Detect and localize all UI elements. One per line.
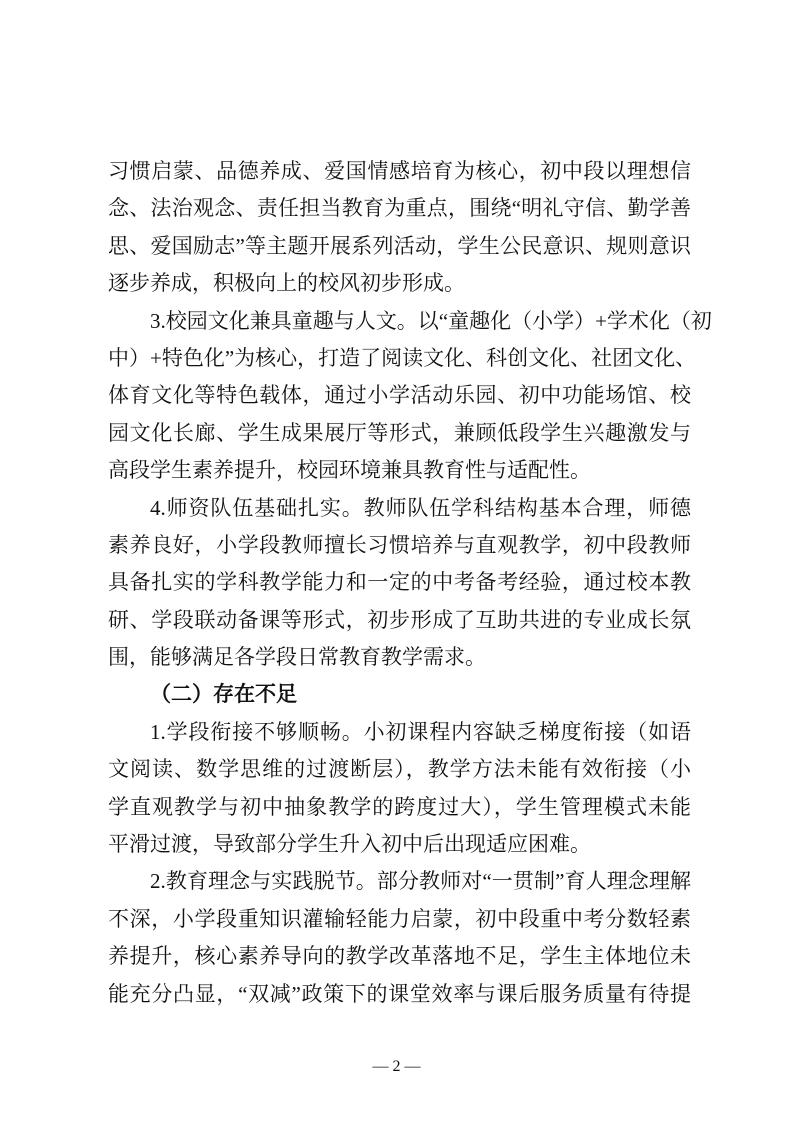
- text-line: 高段学生素养提升，校园环境兼具教育性与适配性。: [108, 458, 591, 483]
- text-line: 研、学段联动备课等形式，初步形成了互助共进的专业成长氛: [108, 607, 691, 632]
- text-line: 素养良好，小学段教师擅长习惯培养与直观教学，初中段教师: [108, 532, 691, 557]
- text-line: 逐步养成，积极向上的校风初步形成。: [108, 271, 465, 296]
- text-line: 具备扎实的学科教学能力和一定的中考备考经验，通过校本教: [108, 570, 691, 595]
- text-line: 能充分凸显，“双减”政策下的课堂效率与课后服务质量有待提: [108, 981, 691, 1006]
- text-line: 不深，小学段重知识灌输轻能力启蒙，初中段重中考分数轻素: [108, 906, 691, 931]
- paragraph-stage-transition: [108, 714, 691, 864]
- document-body: [108, 153, 712, 1013]
- paragraph-campus-culture: [108, 303, 712, 490]
- text-line: 文阅读、数学思维的过渡断层），教学方法未能有效衔接（小: [108, 757, 691, 782]
- text-line: 思、爱国励志”等主题开展系列活动，学生公民意识、规则意识: [108, 233, 691, 258]
- heading-text: （二）存在不足: [150, 682, 297, 707]
- section-heading-shortcomings: [108, 676, 691, 713]
- paragraph-teaching-staff: [108, 490, 691, 677]
- text-line: 念、法治观念、责任担当教育为重点，围绕“明礼守信、勤学善: [108, 196, 691, 221]
- text-line: 中）+特色化”为核心，打造了阅读文化、科创文化、社团文化、: [108, 345, 697, 370]
- page-number: — 2 —: [372, 1058, 421, 1075]
- text-line: 1.学段衔接不够顺畅。小初课程内容缺乏梯度衔接（如语: [150, 719, 691, 744]
- text-line: 园文化长廊、学生成果展厅等形式，兼顾低段学生兴趣激发与: [108, 420, 691, 445]
- paragraph-philosophy-practice: [108, 863, 691, 1013]
- text-line: 习惯启蒙、品德养成、爱国情感培育为核心，初中段以理想信: [108, 159, 691, 183]
- paragraph-moral-education: [108, 153, 691, 303]
- text-line: 围，能够满足各学段日常教育教学需求。: [108, 645, 486, 670]
- text-line: 3.校园文化兼具童趣与人文。以“童趣化（小学）+学术化（初: [150, 308, 712, 333]
- text-line: 养提升，核心素养导向的教学改革落地不足，学生主体地位未: [108, 944, 691, 969]
- text-line: 平滑过渡，导致部分学生升入初中后出现适应困难。: [108, 832, 591, 857]
- text-line: 体育文化等特色载体，通过小学活动乐园、初中功能场馆、校: [108, 383, 691, 408]
- text-line: 4.师资队伍基础扎实。教师队伍学科结构基本合理，师德: [150, 495, 691, 520]
- text-line: 学直观教学与初中抽象教学的跨度过大），学生管理模式未能: [108, 794, 691, 819]
- text-line: 2.教育理念与实践脱节。部分教师对“一贯制”育人理念理解: [150, 869, 691, 894]
